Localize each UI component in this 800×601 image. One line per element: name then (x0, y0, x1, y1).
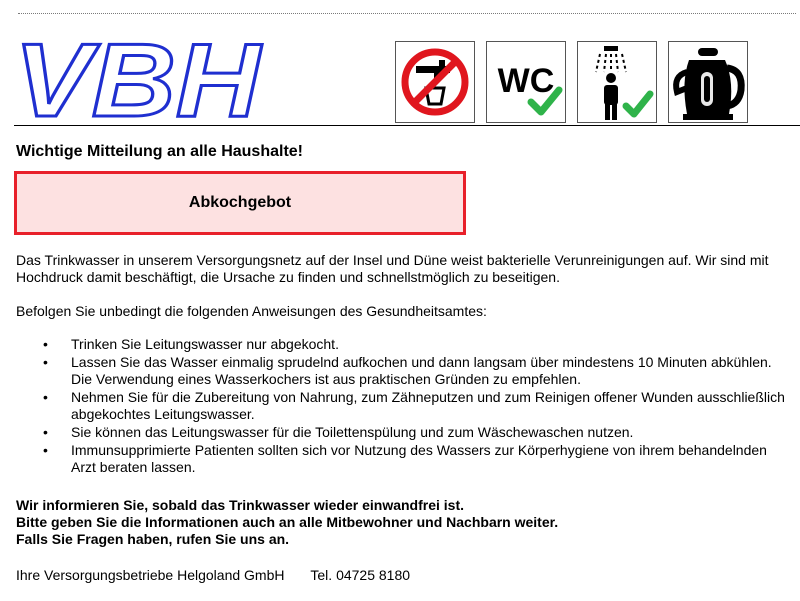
vbh-logo-text: VBH (14, 30, 263, 122)
closing-line-2: Bitte geben Sie die Informationen auch an alle Mitbewohner und Nachbarn weiter. (16, 514, 559, 530)
shower-icon (577, 41, 657, 123)
wc-icon (486, 41, 566, 123)
vbh-logo (10, 30, 268, 122)
no-drinking-water-icon (395, 41, 475, 123)
intro-paragraph: Das Trinkwasser in unserem Versorgungsnetz auf der Insel und Düne weist bakterielle Verunreinigungen auf. Wir sind mit Hochdruck damit beschäftigt, die Ursache zu finden und schnellstmöglich zu beseitigen. (16, 252, 769, 285)
phone-number: Tel. 04725 8180 (310, 567, 411, 583)
svg-text:WC: WC (497, 62, 555, 100)
instructions-list (0, 336, 790, 477)
list-item: • Sie können das Leitungswasser für die Toilettenspülung und zum Wäschewaschen nutzen. (0, 424, 790, 441)
list-item: • Trinken Sie Leitungswasser nur abgekocht. (0, 336, 790, 353)
list-item: • Nehmen Sie für die Zubereitung von Nahrung, zum Zähneputzen und zum Reinigen offener Wunden ausschließlich abgekochtes Leitungswasser. (0, 389, 790, 423)
footer (16, 567, 410, 583)
closing-line-3: Falls Sie Fragen haben, rufen Sie uns an. (16, 531, 290, 547)
top-dotted-rule (18, 13, 796, 14)
list-item: • Lassen Sie das Wasser einmalig sprudelnd aufkochen und dann langsam über mindestens 10 Minuten abkühlen. Die Verwendung eines Wasserkochers ist aus praktischen Gründen zu empfehlen. (0, 354, 790, 388)
closing-line-1: Wir informieren Sie, sobald das Trinkwasser wieder einwandfrei ist. (16, 497, 465, 513)
header-rule (14, 125, 800, 126)
company-name: Ihre Versorgungsbetriebe Helgoland GmbH (16, 567, 285, 583)
notice-heading: Wichtige Mitteilung an alle Haushalte! (16, 143, 303, 160)
instructions-lead: Befolgen Sie unbedingt die folgenden Anweisungen des Gesundheitsamtes: (16, 303, 487, 319)
boil-water-banner (14, 171, 466, 235)
banner-title: Abkochgebot (188, 194, 292, 211)
list-item: • Immunsupprimierte Patienten sollten sich vor Nutzung des Wassers zur Körperhygiene von ihrem behandelnden Arzt beraten lassen. (0, 442, 790, 476)
kettle-icon (668, 41, 748, 123)
